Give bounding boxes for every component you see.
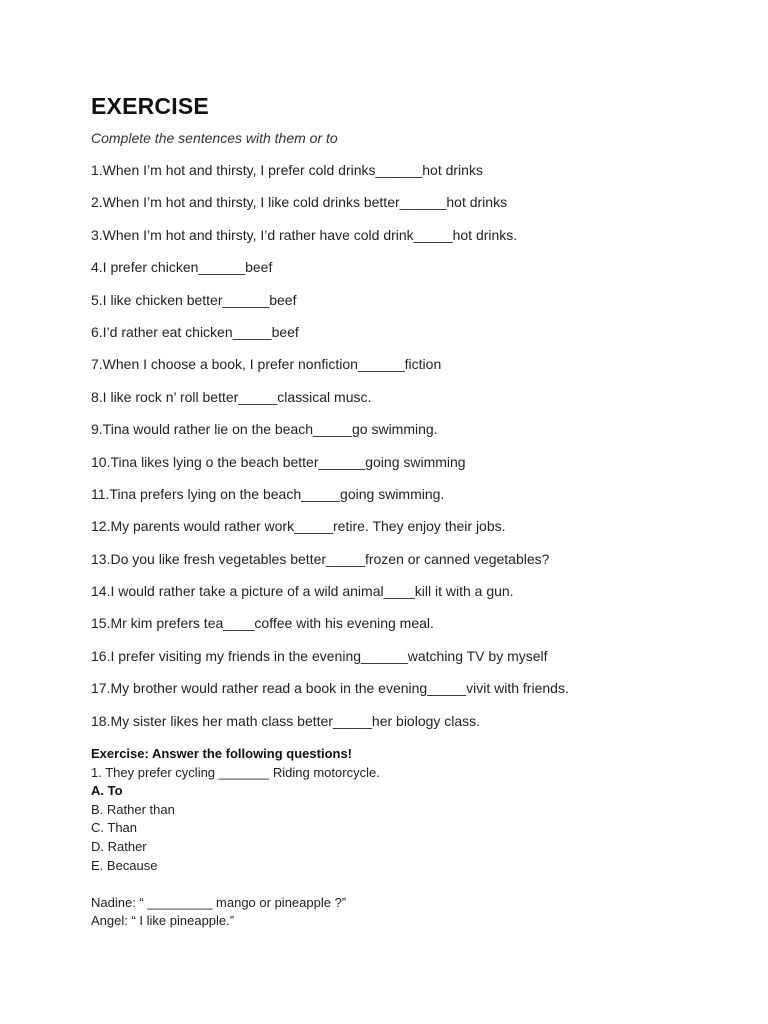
dialogue-line-angel: Angel: “ I like pineapple.” — [91, 913, 235, 929]
question-item: 9.Tina would rather lie on the beach_____go swimming. — [91, 421, 438, 438]
question-item: 7.When I choose a book, I prefer nonfiction______fiction — [91, 356, 442, 373]
question-item: 17.My brother would rather read a book in the evening_____vivit with friends. — [91, 680, 569, 697]
instruction-text: Complete the sentences with them or to — [91, 130, 338, 146]
option-c: C. Than — [91, 820, 138, 836]
question-item: 14.I would rather take a picture of a wild animal____kill it with a gun. — [91, 583, 514, 600]
question-item: 4.I prefer chicken______beef — [91, 259, 273, 276]
section-heading: Exercise: Answer the following questions! — [91, 746, 353, 761]
question-item: 6.I’d rather eat chicken_____beef — [91, 323, 299, 340]
dialogue-line-nadine: Nadine: “ _________ mango or pineapple ?” — [91, 894, 347, 910]
question-item: 3.When I’m hot and thirsty, I’d rather have cold drink_____hot drinks. — [91, 226, 518, 243]
mc-question: 1. They prefer cycling _______ Riding motorcycle. — [91, 764, 380, 780]
option-e: E. Because — [91, 857, 158, 873]
question-item: 1.When I’m hot and thirsty, I prefer cold drinks______hot drinks — [91, 162, 483, 178]
question-item: 5.I like chicken better______beef — [91, 291, 297, 308]
question-item: 15.Mr kim prefers tea____coffee with his evening meal. — [91, 615, 434, 632]
option-d: D. Rather — [91, 838, 147, 854]
question-item: 18.My sister likes her math class better_____her biology class. — [91, 712, 481, 729]
question-item: 10.Tina likes lying o the beach better______going swimming — [91, 453, 466, 470]
option-b: B. Rather than — [91, 801, 175, 817]
page-title: EXERCISE — [91, 93, 209, 119]
question-item: 12.My parents would rather work_____retire. They enjoy their jobs. — [91, 518, 506, 535]
question-item: 11.Tina prefers lying on the beach_____going swimming. — [91, 485, 445, 502]
multiple-choice-section — [91, 745, 380, 931]
spacer — [91, 875, 380, 894]
option-a: A. To — [91, 783, 123, 799]
question-item: 16.I prefer visiting my friends in the evening______watching TV by myself — [91, 647, 548, 664]
question-item: 2.When I’m hot and thirsty, I like cold drinks better______hot drinks — [91, 194, 508, 211]
question-list — [91, 162, 569, 745]
question-item: 8.I like rock n’ roll better_____classical musc. — [91, 388, 372, 405]
question-item: 13.Do you like fresh vegetables better_____frozen or canned vegetables? — [91, 550, 550, 567]
